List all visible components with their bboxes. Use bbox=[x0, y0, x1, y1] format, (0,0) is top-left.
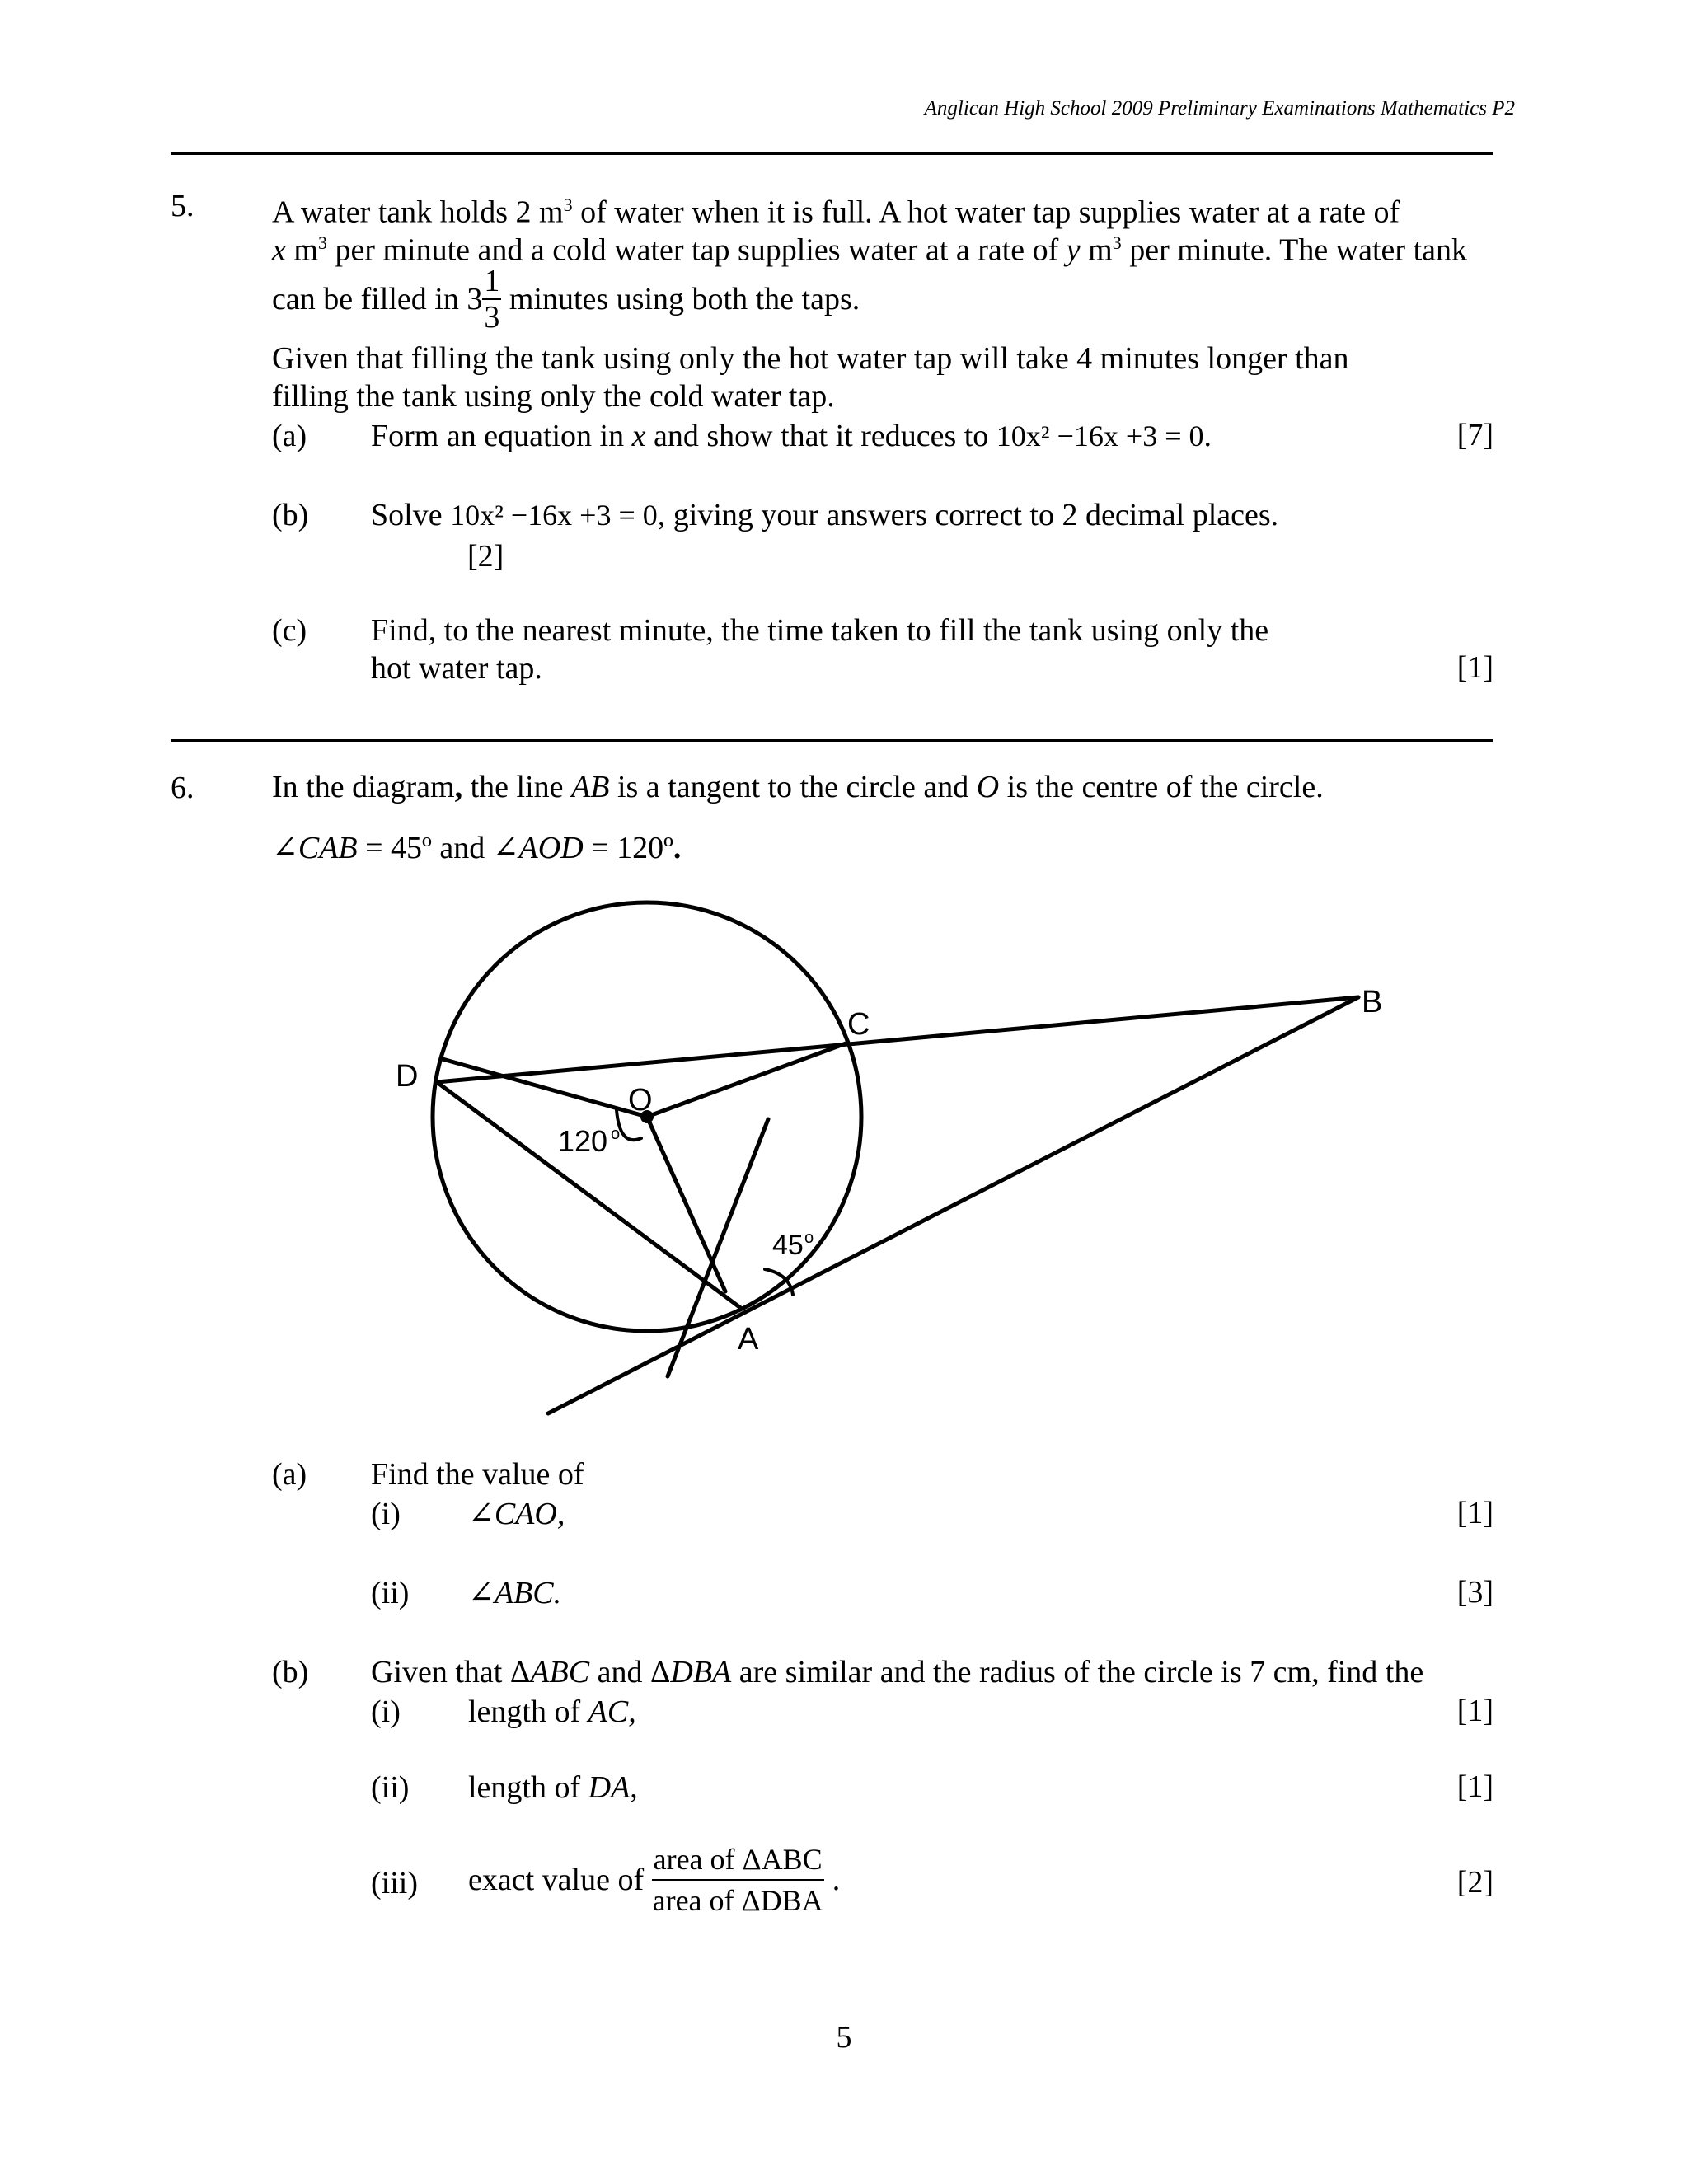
q5b-label: (b) bbox=[272, 498, 309, 532]
q6b-i-text bbox=[468, 1693, 636, 1731]
q6a-i-label: (i) bbox=[371, 1497, 401, 1531]
q5b-text1: Solve bbox=[371, 498, 451, 532]
q6b-ii-val: DA bbox=[588, 1770, 631, 1805]
q6b-ii-comma: , bbox=[630, 1770, 638, 1805]
q5-line5: filling the tank using only the cold water tap. bbox=[272, 379, 835, 414]
q6b-iii-fraction-num: area of ΔABC bbox=[652, 1844, 824, 1881]
label-A: A bbox=[738, 1322, 759, 1357]
q5-var-x: x bbox=[272, 232, 286, 268]
q5b-mark: [2] bbox=[467, 539, 504, 574]
q6b-DBA: DBA bbox=[670, 1655, 732, 1690]
q5-sup: 3 bbox=[563, 194, 573, 215]
q6-line2c: = 120º bbox=[583, 831, 673, 865]
q6b-ii-text1: length of bbox=[468, 1770, 588, 1805]
q6a-ii-mark: [3] bbox=[1456, 1575, 1493, 1610]
q5-line4: Given that filling the tank using only the hot water tap will take 4 minutes longer than bbox=[272, 341, 1349, 376]
q6-line1a: In the diagram bbox=[272, 770, 455, 804]
q6-line1d: is the centre of the circle. bbox=[999, 770, 1324, 804]
q5a-end: . bbox=[1203, 419, 1212, 453]
q6-number: 6. bbox=[171, 771, 195, 805]
q6-line1b: the line bbox=[462, 770, 571, 804]
q6-line2-dot: . bbox=[673, 831, 682, 865]
q6-AB: AB bbox=[571, 770, 610, 804]
q5-sup: 3 bbox=[317, 232, 327, 253]
q6b-iii-mark: [2] bbox=[1456, 1865, 1493, 1900]
q6b-i-text1: length of bbox=[468, 1694, 588, 1729]
label-O: O bbox=[628, 1083, 653, 1118]
q6-line1-comma: , bbox=[454, 770, 463, 804]
q6b-ii-text bbox=[468, 1769, 638, 1807]
q6b-iii-fraction bbox=[652, 1844, 824, 1915]
q6b-intro-a: Given that Δ bbox=[371, 1655, 531, 1690]
q5c-label: (c) bbox=[272, 613, 307, 648]
label-angle-120: 120 bbox=[558, 1124, 608, 1158]
q6-line1c: is a tangent to the circle and bbox=[609, 770, 977, 804]
q6-O: O bbox=[976, 770, 1000, 804]
q6b-ii-mark: [1] bbox=[1456, 1769, 1493, 1804]
q5c-line2: hot water tap. bbox=[371, 651, 542, 686]
q5-number: 5. bbox=[171, 189, 195, 223]
q6-CAB: CAB bbox=[298, 831, 358, 865]
q6b-intro bbox=[371, 1653, 1423, 1691]
q6b-i-mark: [1] bbox=[1456, 1694, 1493, 1728]
chord-DA bbox=[437, 1082, 742, 1309]
q5b-text2: , giving your answers correct to 2 decimal places. bbox=[657, 498, 1279, 532]
q5-line1a: A water tank holds 2 m bbox=[272, 194, 564, 230]
q6-line2a: ∠ bbox=[272, 831, 298, 865]
q5-line2b: per minute and a cold water tap supplies water at a rate of bbox=[326, 232, 1067, 268]
page-number: 5 bbox=[836, 2020, 852, 2055]
q6b-iii-fraction-den: area of ΔDBA bbox=[652, 1884, 823, 1917]
q5-fraction-den: 3 bbox=[484, 300, 500, 335]
q5-var-y: y bbox=[1066, 232, 1081, 268]
label-C: C bbox=[847, 1007, 870, 1042]
q5-line2d: per minute. The water tank bbox=[1121, 232, 1467, 268]
label-angle-45: 45 bbox=[772, 1230, 804, 1261]
q6b-i-label: (i) bbox=[371, 1694, 401, 1729]
q5-sup: 3 bbox=[1112, 232, 1122, 253]
label-B: B bbox=[1362, 985, 1383, 1019]
q6b-ii-label: (ii) bbox=[371, 1770, 410, 1805]
q5a-label: (a) bbox=[272, 419, 307, 453]
q6a-ii-angle: ∠ABC. bbox=[468, 1576, 562, 1610]
q6b-i-val: AC, bbox=[588, 1694, 636, 1729]
q6b-iii-end: . bbox=[832, 1863, 841, 1897]
q5-line3b: minutes using both the taps. bbox=[501, 282, 860, 316]
q5a-equation: 10x² −16x +3 = 0 bbox=[996, 419, 1204, 452]
q6a-label: (a) bbox=[272, 1457, 307, 1492]
q5a-text2: and show that it reduces to bbox=[645, 419, 996, 453]
q5c-mark: [1] bbox=[1456, 650, 1493, 685]
q6a-intro: Find the value of bbox=[371, 1457, 584, 1492]
q6b-iii-text bbox=[468, 1844, 840, 1915]
q5c-line1: Find, to the nearest minute, the time taken to fill the tank using only the bbox=[371, 613, 1269, 648]
q6b-intro-b: and Δ bbox=[589, 1655, 671, 1690]
q5-fraction-num: 1 bbox=[484, 264, 500, 298]
q5-line2a: m bbox=[285, 232, 318, 268]
q6b-iii-label: (iii) bbox=[371, 1866, 418, 1900]
q6b-intro-c: are similar and the radius of the circle is 7 cm, find the bbox=[731, 1655, 1424, 1690]
q5b-equation: 10x² −16x +3 = 0 bbox=[450, 499, 658, 532]
q6b-label: (b) bbox=[272, 1655, 309, 1690]
page-header: Anglican High School 2009 Preliminary Examinations Mathematics P2 bbox=[924, 97, 1515, 120]
q6a-i-mark: [1] bbox=[1456, 1496, 1493, 1530]
q6a-i-angle: ∠CAO, bbox=[468, 1497, 565, 1531]
q6-line2b: = 45º and ∠ bbox=[357, 831, 519, 865]
q5-mixed-whole: 3 bbox=[467, 282, 483, 316]
label-D: D bbox=[396, 1059, 419, 1094]
q6b-ABC: ABC bbox=[530, 1655, 590, 1690]
q5-line3a: can be filled in bbox=[272, 282, 467, 316]
label-angle-120-deg: o bbox=[611, 1125, 621, 1143]
q5-line1b: of water when it is full. A hot water tap supplies water at a rate of bbox=[572, 194, 1400, 230]
q5a-var-x: x bbox=[631, 419, 646, 453]
q6b-iii-text1: exact value of bbox=[468, 1863, 652, 1897]
q5a-mark: [7] bbox=[1456, 418, 1493, 452]
q6a-ii-label: (ii) bbox=[371, 1576, 410, 1610]
q6-AOD: AOD bbox=[518, 831, 584, 865]
q5a-text1: Form an equation in bbox=[371, 419, 632, 453]
label-angle-45-deg: o bbox=[804, 1229, 814, 1247]
q5-line2c: m bbox=[1080, 232, 1113, 268]
